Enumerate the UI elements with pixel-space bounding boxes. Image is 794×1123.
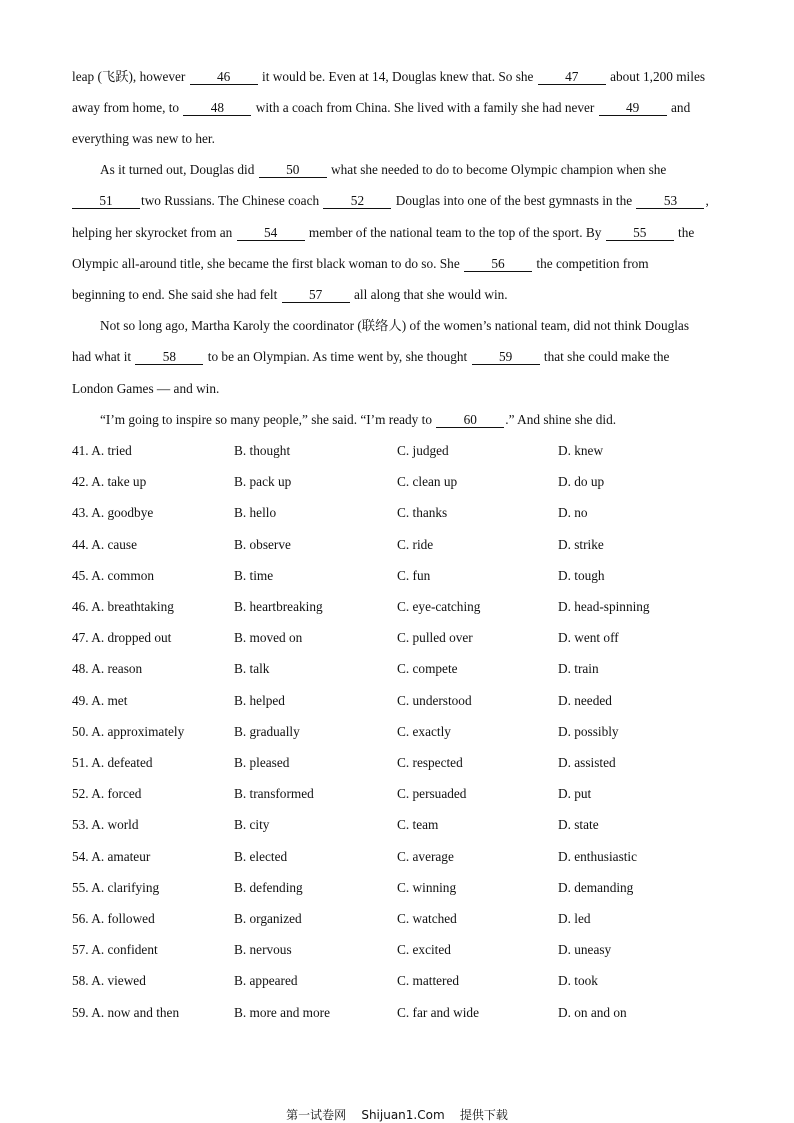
option-d: D. no — [558, 505, 588, 521]
option-a: 48. A. reason — [72, 661, 143, 677]
passage-text: to be an Olympian. As time went by, she thought — [207, 349, 468, 364]
passage-line — [72, 224, 694, 242]
question-row — [72, 879, 724, 897]
question-row — [72, 598, 724, 616]
passage-text: member of the national team to the top of the sport. By — [308, 225, 602, 240]
passage-line — [72, 255, 649, 273]
option-c: C. respected — [397, 755, 463, 770]
question-row — [72, 629, 724, 647]
option-b: B. city — [234, 817, 270, 833]
option-d: D. do up — [558, 474, 605, 490]
option-c: C. thanks — [397, 505, 448, 521]
option-d: D. assisted — [558, 755, 616, 770]
option-a: 47. A. dropped out — [72, 630, 172, 646]
passage-text: it would be. Even at 14, Douglas knew that. So she — [262, 69, 534, 84]
option-d: D. possibly — [558, 723, 619, 739]
option-a: 45. A. common — [72, 567, 154, 583]
option-d: D. state — [558, 817, 599, 833]
option-d: D. head-spinning — [558, 599, 650, 614]
question-row — [72, 692, 724, 710]
blank-60: 60 — [436, 412, 504, 428]
passage-text: “I’m going to inspire so many people,” she said. “I’m ready to — [100, 412, 432, 427]
passage-text: had what it — [72, 349, 132, 364]
option-d: D. led — [558, 911, 591, 926]
blank-51: 51 — [72, 193, 140, 209]
option-a: 41. A. tried — [72, 443, 132, 458]
blank-56: 56 — [464, 256, 532, 272]
question-row — [72, 536, 724, 554]
option-a: 53. A. world — [72, 817, 139, 833]
option-b: B. elected — [234, 848, 288, 864]
passage-line — [72, 380, 219, 398]
option-b: B. talk — [234, 661, 270, 677]
passage-text: the competition from — [536, 256, 649, 271]
option-b: B. defending — [234, 879, 303, 895]
option-c: C. clean up — [397, 474, 458, 490]
passage-text: all along that she would win. — [353, 287, 508, 302]
passage-text: leap (飞跃), however — [72, 69, 186, 84]
option-c: C. compete — [397, 661, 458, 677]
question-row — [72, 723, 724, 741]
question-row — [72, 754, 724, 772]
passage-text: Olympic all-around title, she became the first black woman to do so. She — [72, 256, 460, 271]
passage-line — [72, 68, 705, 86]
option-c: C. watched — [397, 911, 457, 926]
question-row — [72, 473, 724, 491]
option-c: C. judged — [397, 443, 449, 458]
passage-text: beginning to end. She said she had felt — [72, 287, 278, 302]
option-d: D. enthusiastic — [558, 848, 638, 864]
blank-55: 55 — [606, 225, 674, 241]
question-row — [72, 660, 724, 678]
blank-48: 48 — [183, 100, 251, 116]
passage-line — [72, 161, 666, 179]
option-b: B. observe — [234, 536, 291, 552]
blank-47: 47 — [538, 69, 606, 85]
option-a: 56. A. followed — [72, 911, 155, 926]
option-b: B. pleased — [234, 755, 290, 770]
option-b: B. moved on — [234, 630, 303, 646]
passage-line — [72, 130, 215, 148]
option-d: D. on and on — [558, 1004, 627, 1020]
option-d: D. strike — [558, 536, 604, 552]
passage-text: what she needed to do to become Olympic champion when she — [331, 162, 667, 177]
option-a: 59. A. now and then — [72, 1004, 180, 1020]
option-b: B. organized — [234, 911, 302, 926]
option-d: D. went off — [558, 630, 619, 646]
option-a: 42. A. take up — [72, 474, 147, 490]
blank-52: 52 — [323, 193, 391, 209]
blank-54: 54 — [237, 225, 305, 241]
passage-text: Douglas into one of the best gymnasts in the — [395, 193, 633, 208]
option-d: D. train — [558, 661, 599, 677]
passage-line — [72, 99, 690, 117]
option-d: D. demanding — [558, 879, 634, 895]
option-b: B. appeared — [234, 973, 298, 989]
passage-line — [72, 411, 616, 429]
passage-text: with a coach from China. She lived with a family she had never — [255, 100, 595, 115]
blank-50: 50 — [259, 162, 327, 178]
passage-text: .” And shine she did. — [505, 412, 617, 427]
blank-59: 59 — [472, 349, 540, 365]
question-row — [72, 785, 724, 803]
option-c: C. fun — [397, 567, 431, 583]
option-a: 51. A. defeated — [72, 755, 153, 770]
option-c: C. average — [397, 848, 454, 864]
question-row — [72, 504, 724, 522]
option-b: B. hello — [234, 505, 277, 521]
option-c: C. persuaded — [397, 786, 467, 802]
option-c: C. eye-catching — [397, 599, 481, 614]
option-a: 44. A. cause — [72, 536, 137, 552]
passage-text: As it turned out, Douglas did — [100, 162, 255, 177]
option-b: B. thought — [234, 443, 291, 458]
option-a: 50. A. approximately — [72, 723, 185, 739]
option-a: 54. A. amateur — [72, 848, 151, 864]
option-b: B. gradually — [234, 723, 300, 739]
question-row — [72, 848, 724, 866]
option-c: C. ride — [397, 536, 434, 552]
question-row — [72, 910, 724, 928]
question-row — [72, 1004, 724, 1022]
blank-46: 46 — [190, 69, 258, 85]
option-c: C. team — [397, 817, 439, 833]
option-b: B. helped — [234, 692, 285, 708]
option-d: D. tough — [558, 567, 605, 583]
option-b: B. pack up — [234, 474, 292, 490]
question-row — [72, 442, 724, 460]
passage-text: two Russians. The Chinese coach — [141, 193, 320, 208]
passage-text: , — [705, 193, 709, 208]
passage-text: that she could make the — [543, 349, 670, 364]
passage-text: away from home, to — [72, 100, 180, 115]
passage-line — [72, 317, 689, 335]
question-row — [72, 972, 724, 990]
option-d: D. took — [558, 973, 598, 989]
blank-49: 49 — [599, 100, 667, 116]
option-a: 52. A. forced — [72, 786, 142, 802]
option-d: D. put — [558, 786, 592, 802]
option-d: D. knew — [558, 443, 604, 458]
passage-text: helping her skyrocket from an — [72, 225, 233, 240]
passage-text: about 1,200 miles — [610, 69, 706, 84]
option-b: B. heartbreaking — [234, 599, 323, 614]
option-d: D. uneasy — [558, 942, 612, 958]
option-b: B. time — [234, 567, 274, 583]
passage-text: London Games — and win. — [72, 381, 220, 396]
option-c: C. winning — [397, 879, 457, 895]
passage-text: and — [671, 100, 691, 115]
option-a: 43. A. goodbye — [72, 505, 154, 521]
passage-line — [72, 286, 508, 304]
option-a: 55. A. clarifying — [72, 879, 160, 895]
passage-line — [72, 348, 669, 366]
blank-58: 58 — [135, 349, 203, 365]
passage-line — [72, 192, 709, 210]
option-c: C. far and wide — [397, 1004, 479, 1020]
option-a: 49. A. met — [72, 692, 128, 708]
option-c: C. understood — [397, 692, 472, 708]
blank-57: 57 — [282, 287, 350, 303]
question-row — [72, 567, 724, 585]
option-a: 57. A. confident — [72, 942, 158, 958]
blank-53: 53 — [636, 193, 704, 209]
option-c: C. mattered — [397, 973, 460, 989]
passage-text: Not so long ago, Martha Karoly the coordinator (联络人) of the women’s national team, did not think Douglas — [100, 318, 690, 333]
option-b: B. transformed — [234, 786, 314, 802]
question-row — [72, 816, 724, 834]
option-b: B. more and more — [234, 1004, 331, 1020]
passage-text: the — [678, 225, 695, 240]
option-a: 58. A. viewed — [72, 973, 146, 989]
option-d: D. needed — [558, 692, 612, 708]
option-c: C. excited — [397, 942, 451, 958]
option-b: B. nervous — [234, 942, 292, 958]
option-a: 46. A. breathtaking — [72, 599, 174, 614]
option-c: C. pulled over — [397, 630, 473, 646]
question-row — [72, 941, 724, 959]
passage-text: everything was new to her. — [72, 131, 215, 146]
option-c: C. exactly — [397, 723, 451, 739]
page-footer: 第一试卷网 Shijuan1.Com 提供下载 — [286, 1108, 508, 1122]
